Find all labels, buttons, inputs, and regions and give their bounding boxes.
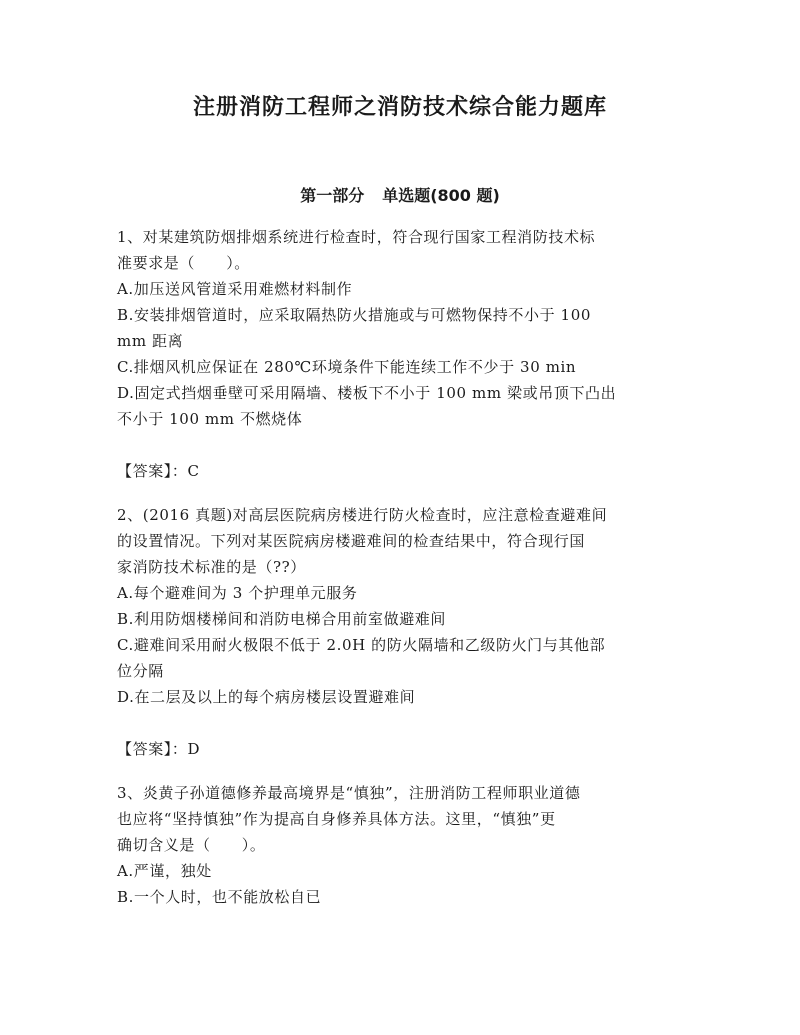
option-b: B.利用防烟楼梯间和消防电梯合用前室做避难间 [117,610,446,628]
option-d-continued: 不小于 100 mm 不燃烧体 [117,410,303,428]
option-b-continued: mm 距离 [117,332,184,350]
option-c: C.排烟风机应保证在 280℃环境条件下能连续工作不少于 30 min [117,358,577,376]
question-stem-line: 确切含义是（ ）。 [117,836,266,854]
option-a: A.每个避难间为 3 个护理单元服务 [117,584,358,602]
question-stem-line: 2、(2016 真题)对高层医院病房楼进行防火检查时，应注意检查避难间 [117,506,608,524]
section-part: 第一部分 [300,186,365,205]
option-c-continued: 位分隔 [117,662,164,680]
question-3 [117,780,687,910]
option-a: A.严谨，独处 [117,862,212,880]
answer-1: 【答案】：C [117,462,200,480]
answer-2: 【答案】：D [117,740,201,758]
option-b: B.一个人时，也不能放松自已 [117,888,322,906]
option-c: C.避难间采用耐火极限不低于 2.0H 的防火隔墙和乙级防火门与其他部 [117,636,606,654]
question-stem-line: 准要求是（ ）。 [117,254,250,272]
option-b: B.安装排烟管道时，应采取隔热防火措施或与可燃物保持不小于 100 [117,306,591,324]
question-stem-line: 1、对某建筑防烟排烟系统进行检查时，符合现行国家工程消防技术标 [117,228,596,246]
question-stem-line: 也应将“坚持慎独”作为提高自身修养具体方法。这里，“慎独”更 [117,810,556,828]
option-d: D.在二层及以上的每个病房楼层设置避难间 [117,688,416,706]
document-title: 注册消防工程师之消防技术综合能力题库 [192,95,607,120]
question-stem-line: 3、炎黄子孙道德修养最高境界是“慎独”，注册消防工程师职业道德 [117,784,581,802]
section-heading [0,183,800,206]
question-stem-line: 家消防技术标准的是（??） [117,558,306,576]
question-2 [117,502,687,762]
question-stem-line: 的设置情况。下列对某医院病房楼避难间的检查结果中，符合现行国 [117,532,586,550]
option-d: D.固定式挡烟垂壁可采用隔墙、楼板下不小于 100 mm 梁或吊顶下凸出 [117,384,617,402]
section-name: 单选题(800 题) [382,186,500,205]
option-a: A.加压送风管道采用难燃材料制作 [117,280,353,298]
question-list [117,224,687,910]
question-1 [117,224,687,484]
